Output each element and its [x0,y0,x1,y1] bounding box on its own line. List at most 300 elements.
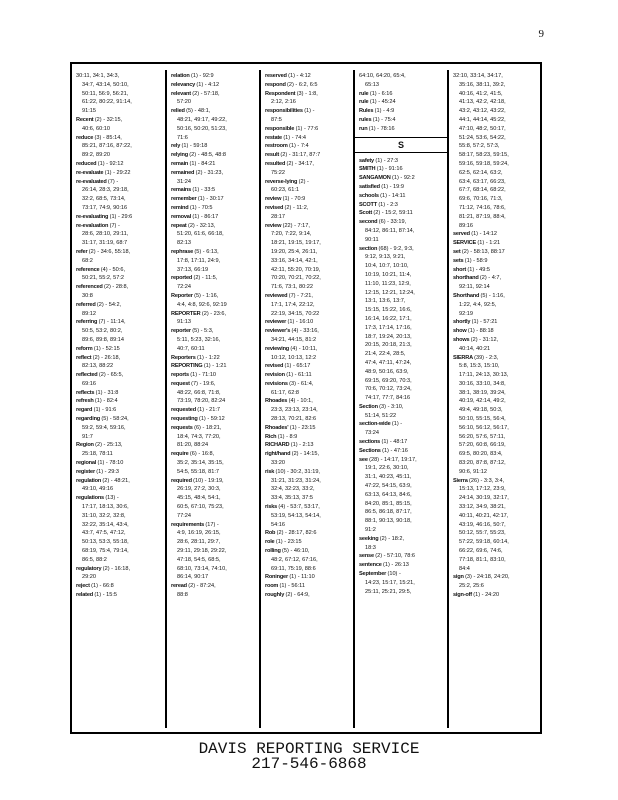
index-refs: 33:16, 34:14, 42:1, [271,257,318,264]
index-term: remember [171,196,198,203]
index-entry [359,218,444,244]
index-term: regulation [76,477,103,484]
index-term: responsibilities [265,108,305,115]
index-refs: 37:13, 66:19 [177,266,209,273]
index-refs: (1) - 74:4 [283,134,307,141]
index-refs: 47:4, 47:11, 47:24, [365,359,412,366]
index-refs: (2) - 23:6, [201,310,227,317]
index-entry [171,327,256,353]
index-refs: 33:20 [271,460,285,467]
index-term: require [171,451,190,458]
index-refs: 61:17, 62:8 [271,389,299,396]
index-refs: 65:13 [365,81,379,88]
index-term: schools [359,192,381,199]
index-refs: (2) - 48:21, [102,477,130,484]
index-term: set [453,248,462,255]
index-term: risk [265,468,276,475]
index-entry [171,72,256,81]
index-refs: 17:17, 18:13, 30:6, [82,504,129,511]
index-refs: (1) - 29:22 [104,169,131,176]
index-entry [171,362,256,371]
index-refs: (5) - 6:13, [194,248,219,255]
index-entry [453,257,538,266]
index-refs: (26) - 3:3, 3:4, [469,477,505,484]
index-refs: (1) - 49:5 [467,266,491,273]
index-refs: 69:5, 80:20, 83:4, [459,451,503,458]
index-refs: (5) - 58:24, [101,416,129,423]
index-refs: (2) - 4:7, [479,275,502,282]
index-refs: 14:23, 15:17, 15:21, [365,579,415,586]
index-entry [359,420,444,438]
index-entry [171,186,256,195]
index-entry [359,209,444,218]
index-entry [171,406,256,415]
index-refs: 43:2, 43:12, 43:22, [459,108,506,115]
index-refs: 57:22, 59:18, 60:14, [459,539,509,546]
index-refs: (1) - 88:18 [467,328,494,335]
index-refs: (1) - 78:16 [368,125,395,132]
index-term: review [265,222,283,229]
index-refs: 75:22 [271,169,285,176]
index-entry [265,538,350,547]
index-refs: 92:11, 92:14 [459,284,490,291]
index-refs: (17) - [205,521,219,528]
index-entry [76,582,161,591]
index-entry [76,415,161,441]
index-refs: 12:15, 12:21, 12:24, [365,289,415,296]
index-entry [265,397,350,423]
index-refs: 57:20 [177,99,191,106]
index-refs: 31:17, 31:19, 68:7 [82,240,128,247]
index-term: resulted [265,160,287,167]
index-refs: (2) - 48:5, 48:8 [189,152,226,159]
index-entry [359,165,444,174]
index-entry [76,116,161,134]
index-entry [359,456,444,535]
index-refs: 28:6, 28:11, 29:7, [177,539,221,546]
index-entry [171,204,256,213]
index-term: referenced [76,284,104,291]
index-refs: (1) - 15:5 [94,592,118,599]
index-term: re-evaluating [76,213,110,220]
index-term: shorthand [453,275,480,282]
index-refs: (4) - 50:6, [100,266,125,273]
index-entry [265,582,350,591]
index-refs: 73:24 [365,430,379,437]
index-entry [265,195,350,204]
index-term: refer [76,248,89,255]
index-term: satisfied [359,183,382,190]
index-refs: (7) - [107,178,119,185]
index-term: restate [265,134,284,141]
index-refs: (1) - 66:8 [91,583,114,590]
index-refs: (1) - 4:12 [288,73,311,79]
index-term: rule [359,90,370,97]
index-term: Rules [359,108,375,115]
index-entry [453,336,538,354]
index-entry [265,345,350,363]
index-refs: (10) - 19:19, [193,477,224,484]
index-entry [76,371,161,389]
index-entry [171,380,256,406]
index-refs: 17:11, 24:13, 30:13, [459,372,509,379]
index-entry [359,201,444,210]
index-entry [359,90,444,99]
index-refs: 7:20, 7:22, 9:14, [271,231,312,238]
index-refs: 5:11, 5:23, 32:16, [177,336,221,343]
index-entry [359,403,444,421]
index-entry [76,222,161,248]
page-number: 9 [538,28,544,40]
index-entry [265,90,350,108]
index-entry [76,459,161,468]
index-refs: (39) - 2:3, [474,354,499,361]
index-entry [359,535,444,553]
index-term: repeat [171,222,188,229]
index-refs: (1) - 14:12 [471,231,498,238]
index-refs: (2) - 28:17, 82:6 [276,530,317,537]
footer-company: DAVIS REPORTING SERVICE [198,740,420,758]
index-refs: (1) - 70:5 [189,204,213,211]
index-refs: 11:10, 11:23, 12:9, [365,280,411,287]
index-column-5 [447,70,541,728]
index-term: re-evaluated [76,178,108,185]
index-refs: 50:11, 56:9, 56:21, [82,90,129,97]
index-term: Reporter [171,292,195,299]
index-refs: (1) - 61:11 [286,372,312,379]
index-refs: 50:13, 53:3, 55:18, [82,539,129,546]
index-term: result [265,152,281,159]
index-refs: (1) - 27:3 [375,157,399,164]
index-term: section [359,245,379,252]
index-entry [171,477,256,521]
index-refs: 42:11, 55:20, 70:19, [271,266,321,273]
index-term: reduce [76,134,95,141]
index-refs: 10:12, 10:13, 12:2 [271,354,317,361]
index-term: SIERRA [453,354,475,361]
index-term: section-wide [359,421,392,428]
index-term: REPORTING [171,363,204,370]
index-entry [265,292,350,318]
index-term: requirements [171,521,206,528]
index-entry [453,239,538,248]
index-refs: (1) - 26:13 [383,562,409,569]
index-refs: (2) - 57:10, 78:6 [375,553,416,560]
index-entry [265,468,350,503]
index-refs: 18:21, 19:15, 19:17, [271,240,321,247]
index-refs: 62:5, 62:14, 63:2, [459,169,503,176]
index-entry [76,494,161,564]
index-refs: 29:11, 29:18, 29:22, [177,548,227,555]
index-entry [171,222,256,248]
index-refs: 16:14, 16:22, 17:1, [365,315,412,322]
index-refs: (1) - 7:4 [289,143,309,150]
index-refs: (1) - 91:16 [376,166,403,173]
index-refs: (1) - 47:16 [382,447,408,454]
index-term: Recent [76,116,95,123]
index-column-4 [353,70,447,728]
index-entry [359,125,444,134]
index-term: regulatory [76,565,103,572]
index-refs: (2) - 11:5, [193,275,218,282]
index-term: sign [453,574,466,581]
index-entry [171,151,256,160]
index-term: requested [171,407,198,414]
index-frame [70,62,542,734]
index-term: safety [359,157,376,164]
index-refs: (1) - [304,108,315,115]
index-refs: 28:17 [271,213,285,220]
index-refs: 40:11, 40:21, 42:17, [459,512,509,519]
index-refs: (2) - 25:13, [95,442,123,449]
index-entry [453,274,538,292]
index-refs: (5) - 1:16, [194,292,219,299]
index-entry [265,222,350,292]
index-refs: 73:19, 78:20, 82:24 [177,398,226,405]
index-refs: 32:10, 33:14, 34:17, [453,73,503,79]
index-entry [76,406,161,415]
index-refs: (5) - 46:10, [282,548,310,555]
index-refs: 89:2, 89:20 [82,152,110,159]
index-refs: 43:19, 46:16, 50:7, [459,521,506,528]
index-entry [265,371,350,380]
index-entry [265,151,350,160]
index-refs: (1) - 16:10 [287,319,314,326]
index-entry [171,213,256,222]
index-term: Rhoades' [265,424,290,431]
index-refs: 57:20, 60:8, 66:19, [459,442,506,449]
index-term: room [265,583,280,590]
index-entry [359,552,444,561]
index-refs: 33:4, 35:13, 37:5 [271,495,313,502]
index-entry [265,503,350,529]
index-refs: 48:9, 50:16, 63:9, [365,368,409,375]
index-entry [76,283,161,301]
index-entry [265,547,350,573]
index-entry [359,72,444,90]
index-entry [171,450,256,476]
index-entry [265,318,350,327]
index-refs: (1) - 6:16 [369,90,393,97]
index-refs: (1) - 29:3 [96,468,119,475]
index-entry [76,441,161,459]
index-refs: (1) - 45:24 [369,99,396,106]
index-term: revised [265,204,285,211]
index-term: requesting [171,416,199,423]
index-entry [453,477,538,574]
index-refs: 82:13 [177,240,191,247]
index-term: regarding [76,416,102,423]
index-entry [171,90,256,108]
index-refs: 71:6, 73:1, 80:22 [271,284,313,291]
index-entry [359,570,444,596]
index-refs: 10:4, 10:7, 10:10, [365,263,409,270]
index-term: show [453,328,468,335]
index-refs: (2) - 57:18, [192,90,220,97]
index-term: reverse-lying [265,178,299,185]
index-refs: (13) - [105,495,119,502]
index-refs: 9:12, 9:13, 9:21, [365,254,406,261]
index-refs: (1) - 58:9 [464,257,488,264]
index-refs: (1) - 91:6 [93,407,117,414]
index-refs: (2) - [298,178,309,185]
index-refs: 81:20, 88:24 [177,442,209,449]
index-term: sets [453,257,465,264]
index-refs: 50:5, 53:2, 80:2, [82,328,123,335]
index-refs: (1) - 57:21 [471,319,498,326]
index-term: register [76,468,97,475]
index-term: rules [359,116,373,123]
index-term: seeking [359,535,380,542]
index-refs: 84:4 [459,565,470,572]
index-refs: 21:4, 22:4, 28:5, [365,351,406,358]
index-term: sign-off [453,592,474,599]
index-refs: 23:3, 23:13, 23:14, [271,407,318,414]
index-refs: 73:17, 74:9, 90:16 [82,204,128,211]
index-refs: (5) - 5:3, [192,328,214,335]
index-term: re-evaluate [76,169,105,176]
index-term: right/hand [265,451,292,458]
index-refs: (3) - 85:14, [94,134,122,141]
index-term: reserved [265,73,289,79]
index-term: request [171,380,192,387]
index-refs: 91:13 [177,319,191,326]
index-entry [453,327,538,336]
index-refs: (10) - [387,571,401,578]
index-refs: 54:5, 55:18, 81:7 [177,468,219,475]
index-term: reread [171,583,189,590]
index-refs: 91:2 [365,527,376,534]
index-refs: 59:2, 59:4, 59:16, [82,424,126,431]
index-term: reviewing [265,345,291,352]
index-refs: 34:21, 44:15, 81:2 [271,336,317,343]
index-refs: 89:12 [82,310,96,317]
index-refs: 82:13, 88:22 [82,363,114,370]
index-refs: 43:7, 47:5, 47:12, [82,530,126,537]
index-entry [265,573,350,582]
index-refs: (2) - 64:9, [285,592,310,599]
index-refs: 69:15, 69:20, 70:3, [365,377,412,384]
index-refs: 63:4, 63:17, 66:23, [459,178,506,185]
index-term: remain [171,160,190,167]
index-refs: (1) - 92:12 [97,160,124,167]
index-column-3 [259,70,353,728]
index-refs: 70:20, 70:21, 70:22, [271,275,321,282]
index-refs: 60:23, 61:1 [271,187,299,194]
index-refs: 47:18, 54:5, 68:5, [177,556,221,563]
index-refs: 40:6, 60:10 [82,125,110,132]
index-refs: (7) - 11:14, [98,319,126,326]
index-entry [359,438,444,447]
index-entry [359,98,444,107]
index-entry [76,477,161,495]
index-refs: 53:19, 54:13, 54:14, [271,512,321,519]
index-refs: (1) - 59:18 [181,143,208,150]
index-refs: 51:20, 61:6, 66:18, [177,231,224,238]
index-entry [265,204,350,222]
index-term: regard [76,407,94,414]
index-term: reflects [76,389,96,396]
index-refs: (28) - 14:17, 19:17, [369,456,417,463]
index-refs: (7) - 7:21, [288,292,313,299]
index-entry [171,521,256,583]
index-entry [76,301,161,319]
index-refs: 4:9, 16:19, 26:15, [177,530,221,537]
index-refs: 5:8, 15:3, 15:10, [459,363,500,370]
index-refs: 61:22, 80:22, 91:14, [82,99,132,106]
index-entry [359,192,444,201]
index-refs: 86:5, 88:2 [82,556,107,563]
index-entry [171,195,256,204]
index-refs: 85:21, 87:16, 87:22, [82,143,132,150]
index-refs: 68:19, 75:4, 79:14, [82,548,129,555]
index-refs: 40:16, 41:2, 41:5, [459,90,503,97]
index-refs: (1) - 82:4 [94,398,118,405]
index-refs: 68:2 [82,257,93,264]
index-refs: 18:4, 74:3, 77:20, [177,433,221,440]
index-entry [265,142,350,151]
index-refs: 28:6, 28:10, 29:11, [82,231,129,238]
index-refs: 67:7, 68:14, 68:22, [459,187,506,194]
index-refs: (1) - 92:2 [392,175,415,182]
index-refs: (1) - 75:4 [372,116,396,123]
index-refs: (1) - 84:21 [189,160,216,167]
index-term: sections [359,439,382,446]
index-refs: (1) - 52:15 [93,345,120,352]
index-term: reduced [76,160,98,167]
index-refs: 44:1, 44:14, 45:22, [459,116,506,123]
index-entry [265,450,350,468]
index-entry [171,169,256,187]
index-entry [171,310,256,328]
index-refs: (68) - 9:2, 9:3, [378,245,414,252]
index-entry [171,107,256,142]
index-refs: 84:12, 86:11, 87:14, [365,227,415,234]
index-refs: 90:6, 91:12 [459,468,487,475]
index-refs: (2) - 34:6, 55:18, [88,248,131,255]
index-entry [265,591,350,600]
index-refs: (1) - 30:17 [197,196,224,203]
index-refs: (1) - 92:9 [190,73,214,79]
index-refs: 18:7, 19:24, 20:13, [365,333,412,340]
index-refs: (1) - [391,421,403,428]
index-refs: 40:7, 60:11 [177,345,205,352]
index-term: referring [76,319,99,326]
index-term: revision [265,372,287,379]
index-term: responsible [265,125,296,132]
index-refs: 69:16 [82,380,96,387]
index-refs: (2) - 6:2, 6:5 [287,81,318,88]
index-refs: 71:6 [177,134,188,141]
index-refs: (1) - 48:17 [381,439,408,446]
index-term: run [359,125,369,132]
index-refs: (5) - 48:1, [186,108,211,115]
index-refs: 32:4, 32:23, 33:2, [271,486,315,493]
index-refs: 49:10, 49:16 [82,486,114,493]
index-term: regional [76,460,98,467]
index-term: regulations [76,495,106,502]
index-refs: 25:18, 78:11 [82,451,113,458]
index-entry [76,318,161,344]
index-entry [171,415,256,424]
index-entry [76,591,161,600]
index-refs: (3) - 24:18, 24:20, [465,574,510,581]
index-entry [359,157,444,166]
index-term: shows [453,336,471,343]
index-refs: 22:19, 34:15, 70:22 [271,310,320,317]
index-term: reflected [76,372,99,379]
index-refs: (1) - 1:21 [203,363,227,370]
